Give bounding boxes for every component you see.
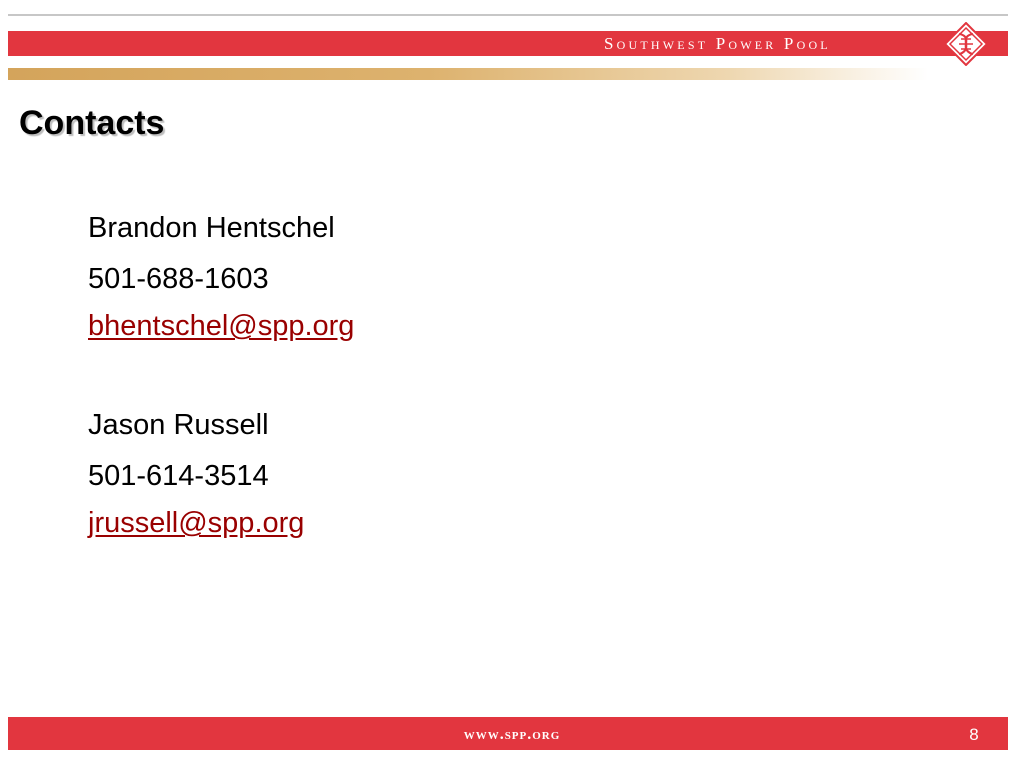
top-rule [8,14,1008,16]
contact-name: Jason Russell [88,409,269,441]
accent-band [8,68,1008,80]
contact-name: Brandon Hentschel [88,212,335,244]
contact-email-link[interactable]: jrussell@spp.org [88,507,305,539]
slide-title: Contacts [19,104,165,142]
contact-phone: 501-614-3514 [88,460,269,492]
contact-phone: 501-688-1603 [88,263,269,295]
header-band [8,31,1008,56]
spp-diamond-logo-icon [944,22,988,66]
page-number: 8 [969,725,979,744]
contact-email-link[interactable]: bhentschel@spp.org [88,310,355,342]
brand-name: Southwest Power Pool [604,34,831,53]
footer-website-link[interactable]: www.spp.org [463,726,561,743]
